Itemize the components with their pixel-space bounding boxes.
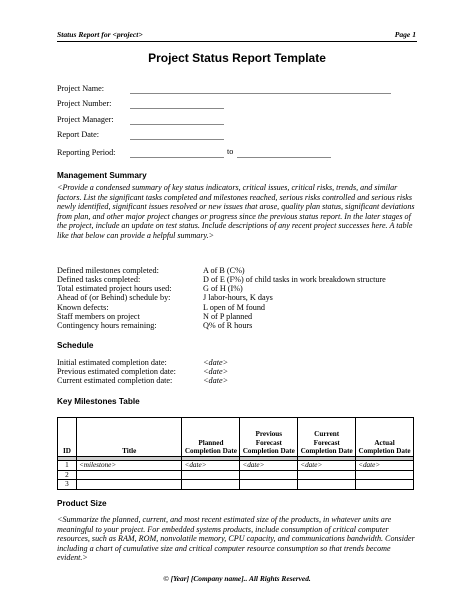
column-header: Planned Completion Date bbox=[182, 418, 240, 457]
summary-value: L open of M found bbox=[203, 303, 266, 312]
copyright-footer: © [Year] [Company name].. All Rights Reserved. bbox=[163, 574, 311, 583]
project-number-field[interactable] bbox=[130, 108, 224, 109]
schedule-date: <date> bbox=[203, 376, 229, 385]
management-summary-paragraph: <Provide a condensed summary of key status indicators, critical issues, critical risks, trends, and similar factors. List the significant tasks completed and milestones reached, serious risks controlled and serious risks newly identified, significant issues resolved or new issues that arose, quality plan status, significant deviations from plan, and other major project changes or progress since the previous status report. In the later stages of the project, include an update on test status. Include descriptions of any recent project successes here. A table like that below can provide a helpful summary.> bbox=[57, 183, 415, 240]
table-header-row bbox=[58, 418, 414, 457]
report-date-field[interactable] bbox=[130, 139, 224, 140]
table-cell[interactable] bbox=[240, 470, 298, 480]
table-cell[interactable] bbox=[356, 480, 414, 490]
summary-label: Ahead of (or Behind) schedule by: bbox=[57, 293, 171, 302]
summary-value: D of E (F%) of child tasks in work breakdown structure bbox=[203, 275, 386, 284]
reporting-period-label: Reporting Period: bbox=[57, 148, 116, 157]
table-row bbox=[58, 470, 414, 480]
summary-label: Staff members on project bbox=[57, 312, 140, 321]
summary-value: J labor-hours, K days bbox=[203, 293, 273, 302]
table-cell[interactable] bbox=[356, 470, 414, 480]
schedule-heading: Schedule bbox=[57, 341, 94, 350]
schedule-date: <date> bbox=[203, 367, 229, 376]
table-cell[interactable] bbox=[76, 480, 182, 490]
table-cell[interactable]: <date> bbox=[182, 461, 240, 471]
running-header-title: Status Report for <project> bbox=[57, 30, 143, 39]
summary-label: Total estimated project hours used: bbox=[57, 284, 172, 293]
column-header: Previous Forecast Completion Date bbox=[240, 418, 298, 457]
project-manager-label: Project Manager: bbox=[57, 115, 114, 124]
schedule-label: Current estimated completion date: bbox=[57, 376, 173, 385]
project-name-field[interactable] bbox=[130, 93, 391, 94]
table-cell[interactable] bbox=[298, 480, 356, 490]
summary-label: Contingency hours remaining: bbox=[57, 321, 157, 330]
schedule-date: <date> bbox=[203, 358, 229, 367]
table-row bbox=[58, 480, 414, 490]
milestones-heading: Key Milestones Table bbox=[57, 397, 140, 406]
milestones-table bbox=[57, 417, 414, 490]
summary-value: A of B (C%) bbox=[203, 266, 245, 275]
summary-value: Q% of R hours bbox=[203, 321, 253, 330]
summary-value: N of P planned bbox=[203, 312, 253, 321]
product-size-paragraph: <Summarize the planned, current, and most recent estimated size of the products, in whatever units are meaningful to your project. For embedded systems products, include consumption of critical computer resources, such as RAM, ROM, nonvolatile memory, CPU capacity, and communications bandwidth. Consider including a chart of cumulative size and critical computer resource consumption so that trends become evident.> bbox=[57, 515, 415, 563]
table-cell[interactable] bbox=[182, 470, 240, 480]
page-title: Project Status Report Template bbox=[148, 51, 326, 65]
report-date-label: Report Date: bbox=[57, 130, 100, 139]
table-cell[interactable]: <date> bbox=[356, 461, 414, 471]
table-cell[interactable]: <date> bbox=[240, 461, 298, 471]
schedule-label: Previous estimated completion date: bbox=[57, 367, 176, 376]
schedule-label: Initial estimated completion date: bbox=[57, 358, 167, 367]
table-cell[interactable] bbox=[298, 470, 356, 480]
table-cell[interactable] bbox=[76, 470, 182, 480]
table-cell[interactable]: <date> bbox=[298, 461, 356, 471]
table-cell[interactable] bbox=[182, 480, 240, 490]
project-number-label: Project Number: bbox=[57, 99, 112, 108]
column-header: ID bbox=[58, 418, 77, 457]
table-cell: 1 bbox=[58, 461, 77, 471]
reporting-period-end-field[interactable] bbox=[237, 157, 331, 158]
product-size-heading: Product Size bbox=[57, 499, 107, 508]
reporting-period-start-field[interactable] bbox=[130, 157, 224, 158]
summary-label: Defined tasks completed: bbox=[57, 275, 141, 284]
management-summary-heading: Management Summary bbox=[57, 171, 147, 180]
summary-value: G of H (I%) bbox=[203, 284, 243, 293]
header-rule bbox=[57, 41, 417, 42]
reporting-period-to-label: to bbox=[227, 147, 234, 156]
table-cell: 3 bbox=[58, 480, 77, 490]
table-cell: 2 bbox=[58, 470, 77, 480]
table-cell[interactable]: <milestone> bbox=[76, 461, 182, 471]
table-cell[interactable] bbox=[240, 480, 298, 490]
page-number: Page 1 bbox=[394, 30, 416, 39]
column-header: Title bbox=[76, 418, 182, 457]
summary-label: Defined milestones completed: bbox=[57, 266, 159, 275]
table-row bbox=[58, 461, 414, 471]
column-header: Current Forecast Completion Date bbox=[298, 418, 356, 457]
project-manager-field[interactable] bbox=[130, 124, 224, 125]
column-header: Actual Completion Date bbox=[356, 418, 414, 457]
project-name-label: Project Name: bbox=[57, 84, 105, 93]
summary-label: Known defects: bbox=[57, 303, 109, 312]
